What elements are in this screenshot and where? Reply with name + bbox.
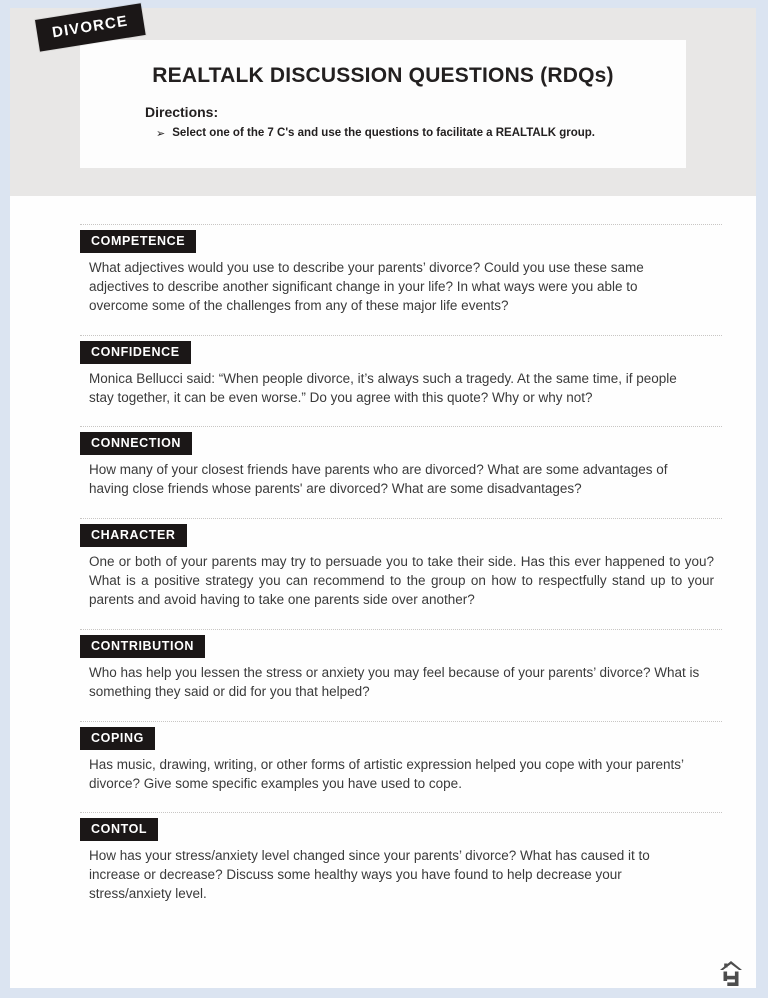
section-connection [80, 426, 722, 499]
section-question: What adjectives would you use to describe your parents’ divorce? Could you use these same adjectives to describe another significant change in your life? In what ways were you able to overcome some of the challenges from any of these major life events? [89, 260, 644, 313]
section-question: One or both of your parents may try to persuade you to take their side. Has this ever happened to you? What is a positive strategy you can recommend to the group on how to respectfully stand up to your parents and avoid having to take one parents side over another? [89, 554, 714, 608]
arrowhead-bullet-icon: ➢ [156, 128, 166, 140]
page-inner [10, 8, 756, 988]
directions-bullet-line [156, 127, 668, 142]
directions-bullet-text: Select one of the 7 C's and use the questions to facilitate a REALTALK group. [172, 127, 595, 139]
section-question: How many of your closest friends have parents who are divorced? What are some advantages of having close friends whose parents' are divorced? What are some disadvantages? [89, 462, 668, 497]
title-card [80, 40, 686, 168]
section-heading: COPING [80, 727, 155, 750]
section-question: Monica Bellucci said: “When people divorce, it’s always such a tragedy. At the same time, if people stay together, it can be even worse.” Do you agree with this quote? Why or why not? [89, 370, 677, 405]
section-question: Has music, drawing, writing, or other forms of artistic expression helped you cope with your parents’ divorce? Give some specific examples you have used to cope. [89, 756, 684, 791]
section-coping [80, 721, 722, 794]
section-confidence [80, 335, 722, 408]
section-contribution [80, 629, 722, 702]
section-question: Who has help you lessen the stress or anxiety you may feel because of your parents’ divorce? What is something they said or did for you that helped? [89, 664, 700, 699]
section-question: How has your stress/anxiety level changed since your parents’ divorce? What has caused it to increase or decrease? Discuss some healthy ways you have found to help decrease your stress/anxiety level. [89, 848, 650, 902]
header-band [10, 8, 756, 196]
section-heading: COMPETENCE [80, 230, 196, 253]
section-contol [80, 812, 722, 904]
directions-label: Directions: [145, 104, 219, 120]
page-title: REALTALK DISCUSSION QUESTIONS (RDQs) [152, 64, 614, 87]
section-competence [80, 224, 722, 316]
section-heading: CONTOL [80, 818, 158, 841]
section-heading: CONNECTION [80, 432, 192, 455]
section-character [80, 518, 722, 610]
section-heading: CONTRIBUTION [80, 635, 205, 658]
house-logo-icon [719, 960, 743, 987]
section-heading: CHARACTER [80, 524, 187, 547]
divorce-tag: DIVORCE [35, 3, 145, 51]
questions-list [10, 196, 756, 904]
section-heading: CONFIDENCE [80, 341, 191, 364]
